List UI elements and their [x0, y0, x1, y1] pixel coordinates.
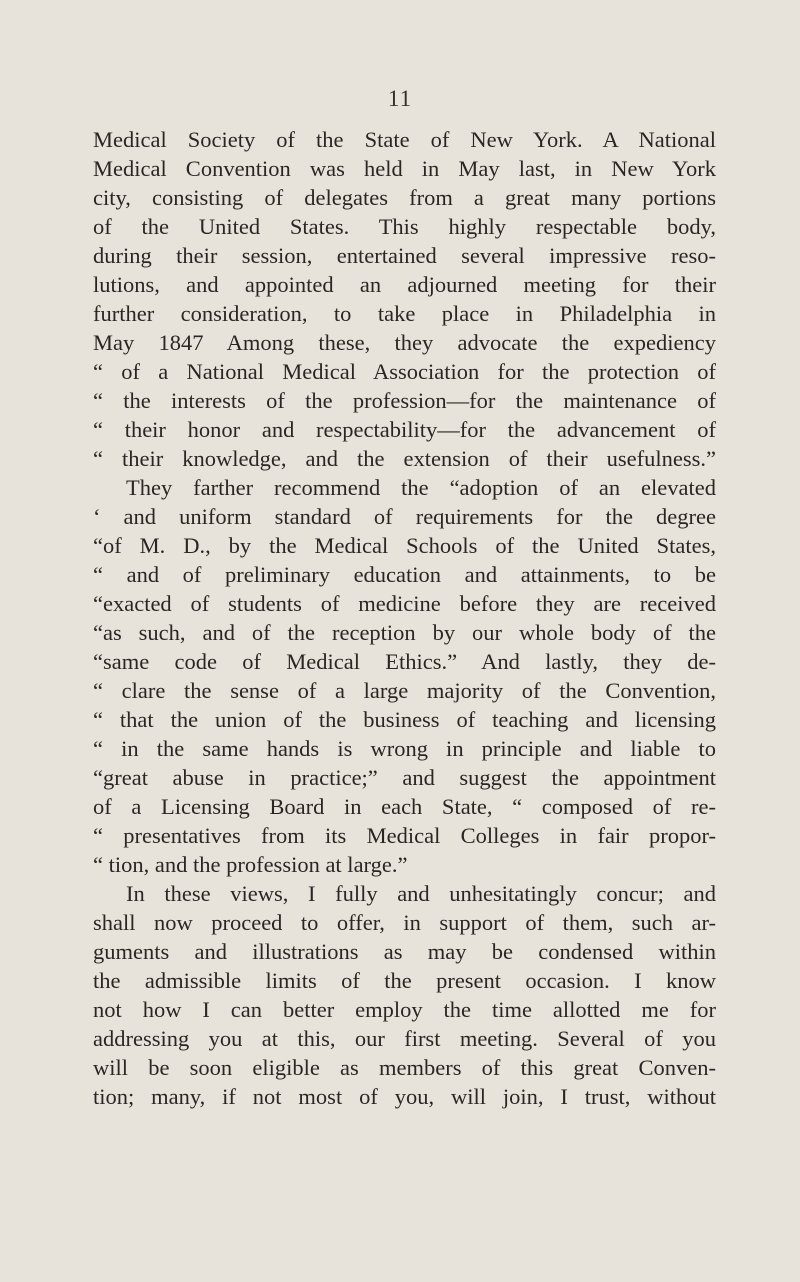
text-line: city, consisting of delegates from a great many portions [93, 185, 716, 210]
text-line: lutions, and appointed an adjourned meeting for their [93, 272, 716, 297]
text-line: will be soon eligible as members of this great Conven- [93, 1055, 716, 1080]
text-line: tion; many, if not most of you, will join, I trust, without [93, 1084, 716, 1109]
text-line: “ the interests of the profession—for the maintenance of [93, 388, 716, 413]
text-line: during their session, entertained several impressive reso- [93, 243, 716, 268]
text-line: of the United States. This highly respectable body, [93, 214, 716, 239]
text-line: May 1847 Among these, they advocate the expediency [93, 330, 716, 355]
text-line: “as such, and of the reception by our whole body of the [93, 620, 716, 645]
text-line: Medical Society of the State of New York. A National [93, 127, 716, 152]
text-line: “ their honor and respectability—for the advancement of [93, 417, 716, 442]
text-line: further consideration, to take place in Philadelphia in [93, 301, 716, 326]
text-line: “ in the same hands is wrong in principle and liable to [93, 736, 716, 761]
text-line: guments and illustrations as may be condensed within [93, 939, 716, 964]
text-line: of a Licensing Board in each State, “ composed of re- [93, 794, 716, 819]
text-line: “ tion, and the profession at large.” [93, 852, 408, 877]
body-text [93, 125, 716, 1111]
text-line: ‘ and uniform standard of requirements for the degree [93, 504, 716, 529]
text-line: shall now proceed to offer, in support of them, such ar- [93, 910, 716, 935]
text-line: “of M. D., by the Medical Schools of the United States, [93, 533, 716, 558]
text-line: “same code of Medical Ethics.” And lastly, they de- [93, 649, 716, 674]
text-line: “ presentatives from its Medical Colleges in fair propor- [93, 823, 716, 848]
text-line: “ of a National Medical Association for the protection of [93, 359, 716, 384]
text-line: “ their knowledge, and the extension of their usefulness.” [93, 446, 716, 471]
text-line: “great abuse in practice;” and suggest the appointment [93, 765, 716, 790]
text-line: the admissible limits of the present occasion. I know [93, 968, 716, 993]
text-line: addressing you at this, our first meeting. Several of you [93, 1026, 716, 1051]
text-line: They farther recommend the “adoption of an elevated [126, 475, 716, 500]
text-line: Medical Convention was held in May last, in New York [93, 156, 716, 181]
text-line: “exacted of students of medicine before they are received [93, 591, 716, 616]
text-line: “ that the union of the business of teaching and licensing [93, 707, 716, 732]
text-line: not how I can better employ the time allotted me for [93, 997, 716, 1022]
text-line: In these views, I fully and unhesitatingly concur; and [126, 881, 716, 906]
text-line: “ and of preliminary education and attainments, to be [93, 562, 716, 587]
page-number: 11 [387, 86, 413, 111]
text-line: “ clare the sense of a large majority of the Convention, [93, 678, 716, 703]
